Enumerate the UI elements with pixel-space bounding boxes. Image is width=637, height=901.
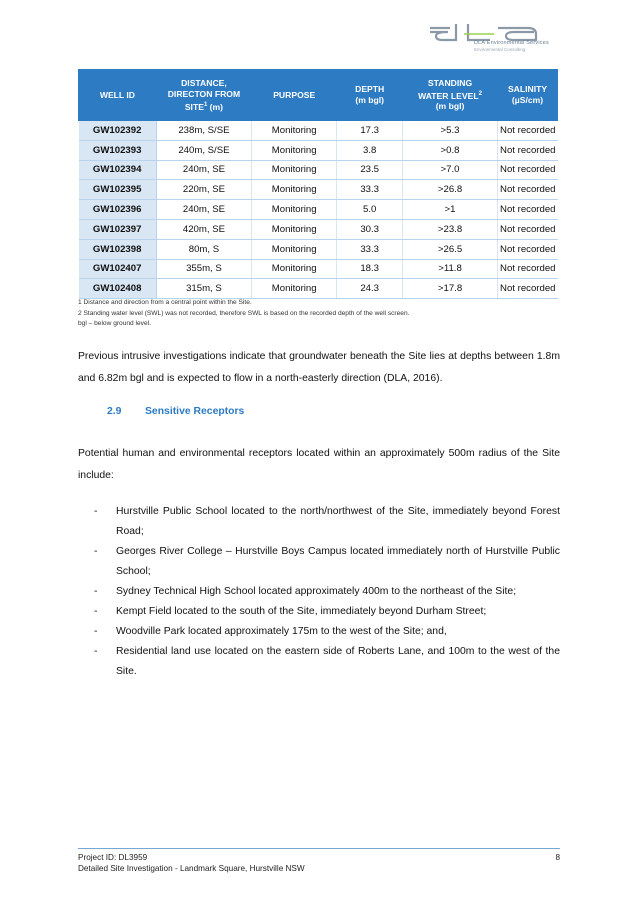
list-item: - Hurstville Public School located to the north/northwest of the Site, immediately beyond Forest Road; bbox=[78, 502, 560, 542]
groundwater-wells-table bbox=[78, 69, 558, 299]
cell-well-id: GW102397 bbox=[79, 219, 157, 239]
cell-distance: 355m, S bbox=[156, 259, 251, 279]
receptors-list bbox=[78, 502, 560, 682]
cell-purpose: Monitoring bbox=[252, 279, 337, 299]
cell-purpose: Monitoring bbox=[252, 219, 337, 239]
cell-depth: 17.3 bbox=[337, 121, 403, 141]
header-purpose: PURPOSE bbox=[252, 70, 337, 121]
cell-salinity: Not recorded bbox=[498, 219, 558, 239]
groundwater-paragraph: Previous intrusive investigations indicate that groundwater beneath the Site lies at depths between 1.8m and 6.82m bgl and is expected to flow in a north-easterly direction (DLA, 2016). bbox=[78, 351, 560, 384]
cell-depth: 23.5 bbox=[337, 160, 403, 180]
cell-swl: >11.8 bbox=[403, 259, 498, 279]
page-number: 8 bbox=[555, 853, 560, 862]
table-row bbox=[79, 140, 558, 160]
cell-salinity: Not recorded bbox=[498, 160, 558, 180]
cell-well-id: GW102398 bbox=[79, 239, 157, 259]
cell-distance: 315m, S bbox=[156, 279, 251, 299]
cell-salinity: Not recorded bbox=[498, 180, 558, 200]
list-marker: - bbox=[94, 546, 98, 557]
table-row bbox=[79, 239, 558, 259]
cell-purpose: Monitoring bbox=[252, 140, 337, 160]
logo-subtagline: Environmental Consulting bbox=[474, 47, 526, 52]
receptors-intro-paragraph: Potential human and environmental receptors located within an approximately 500m radius of the Site include: bbox=[78, 448, 560, 481]
cell-well-id: GW102393 bbox=[79, 140, 157, 160]
footer-document-title: Detailed Site Investigation - Landmark Square, Hurstville NSW bbox=[78, 864, 305, 873]
page-footer bbox=[78, 852, 560, 874]
table-row bbox=[79, 279, 558, 299]
cell-purpose: Monitoring bbox=[252, 180, 337, 200]
cell-swl: >26.5 bbox=[403, 239, 498, 259]
cell-swl: >1 bbox=[403, 200, 498, 220]
table-footnotes bbox=[78, 298, 409, 330]
section-heading bbox=[107, 406, 244, 417]
cell-distance: 80m, S bbox=[156, 239, 251, 259]
cell-purpose: Monitoring bbox=[252, 200, 337, 220]
cell-distance: 240m, SE bbox=[156, 200, 251, 220]
header-depth: DEPTH (m bgl) bbox=[337, 70, 403, 121]
cell-distance: 240m, S/SE bbox=[156, 140, 251, 160]
list-marker: - bbox=[94, 506, 98, 517]
list-item: - Kempt Field located to the south of the Site, immediately beyond Durham Street; bbox=[78, 602, 560, 622]
cell-depth: 24.3 bbox=[337, 279, 403, 299]
header-salinity: SALINITY (µS/cm) bbox=[498, 70, 558, 121]
cell-purpose: Monitoring bbox=[252, 121, 337, 141]
cell-salinity: Not recorded bbox=[498, 259, 558, 279]
footnote: bgl – below ground level. bbox=[78, 320, 151, 327]
table-row bbox=[79, 121, 558, 141]
cell-well-id: GW102408 bbox=[79, 279, 157, 299]
cell-distance: 220m, SE bbox=[156, 180, 251, 200]
list-item: - Sydney Technical High School located approximately 400m to the northeast of the Site; bbox=[78, 582, 560, 602]
table-row bbox=[79, 160, 558, 180]
cell-well-id: GW102394 bbox=[79, 160, 157, 180]
table-row bbox=[79, 219, 558, 239]
table-row bbox=[79, 200, 558, 220]
cell-swl: >17.8 bbox=[403, 279, 498, 299]
section-title: Sensitive Receptors bbox=[145, 406, 245, 417]
header-well-id: WELL ID bbox=[79, 70, 157, 121]
cell-well-id: GW102407 bbox=[79, 259, 157, 279]
header-standing-water-level: STANDING WATER LEVEL$^2$ (m bgl) bbox=[403, 70, 498, 121]
cell-depth: 3.8 bbox=[337, 140, 403, 160]
cell-depth: 33.3 bbox=[337, 239, 403, 259]
table-header-row bbox=[79, 70, 558, 121]
cell-salinity: Not recorded bbox=[498, 200, 558, 220]
cell-swl: >0.8 bbox=[403, 140, 498, 160]
list-marker: - bbox=[94, 606, 98, 617]
cell-distance: 240m, SE bbox=[156, 160, 251, 180]
list-marker: - bbox=[94, 646, 98, 657]
cell-depth: 30.3 bbox=[337, 219, 403, 239]
cell-salinity: Not recorded bbox=[498, 279, 558, 299]
list-item: - Georges River College – Hurstville Boys Campus located immediately north of Hurstville Public School; bbox=[78, 542, 560, 582]
cell-purpose: Monitoring bbox=[252, 239, 337, 259]
list-item: - Residential land use located on the eastern side of Roberts Lane, and 100m to the west of the Site. bbox=[78, 642, 560, 682]
cell-well-id: GW102392 bbox=[79, 121, 157, 141]
dla-logo-mark bbox=[428, 22, 558, 42]
cell-well-id: GW102396 bbox=[79, 200, 157, 220]
cell-swl: >5.3 bbox=[403, 121, 498, 141]
cell-salinity: Not recorded bbox=[498, 140, 558, 160]
cell-salinity: Not recorded bbox=[498, 239, 558, 259]
list-item: - Woodville Park located approximately 175m to the west of the Site; and, bbox=[78, 622, 560, 642]
footnote: 2 Standing water level (SWL) was not recorded, therefore SWL is based on the recorded depth of the well screen. bbox=[78, 309, 410, 317]
logo-tagline: DLA Environmental Services bbox=[474, 40, 549, 46]
cell-purpose: Monitoring bbox=[252, 259, 337, 279]
table-row bbox=[79, 259, 558, 279]
cell-swl: >7.0 bbox=[403, 160, 498, 180]
section-number: 2.9 bbox=[107, 406, 122, 417]
table-row bbox=[79, 180, 558, 200]
cell-distance: 238m, S/SE bbox=[156, 121, 251, 141]
footer-project-id: Project ID: DL3959 bbox=[78, 853, 148, 862]
cell-swl: >26.8 bbox=[403, 180, 498, 200]
cell-swl: >23.8 bbox=[403, 219, 498, 239]
footnote: 1 Distance and direction from a central point within the Site. bbox=[78, 299, 252, 306]
cell-depth: 5.0 bbox=[337, 200, 403, 220]
list-marker: - bbox=[94, 586, 98, 597]
cell-distance: 420m, SE bbox=[156, 219, 251, 239]
cell-depth: 18.3 bbox=[337, 259, 403, 279]
cell-depth: 33.3 bbox=[337, 180, 403, 200]
cell-well-id: GW102395 bbox=[79, 180, 157, 200]
list-marker: - bbox=[94, 626, 98, 637]
cell-purpose: Monitoring bbox=[252, 160, 337, 180]
cell-salinity: Not recorded bbox=[498, 121, 558, 141]
footer-divider bbox=[78, 848, 560, 849]
header-distance: DISTANCE, DIRECTON FROM SITE$^1$ (m) bbox=[156, 70, 251, 121]
